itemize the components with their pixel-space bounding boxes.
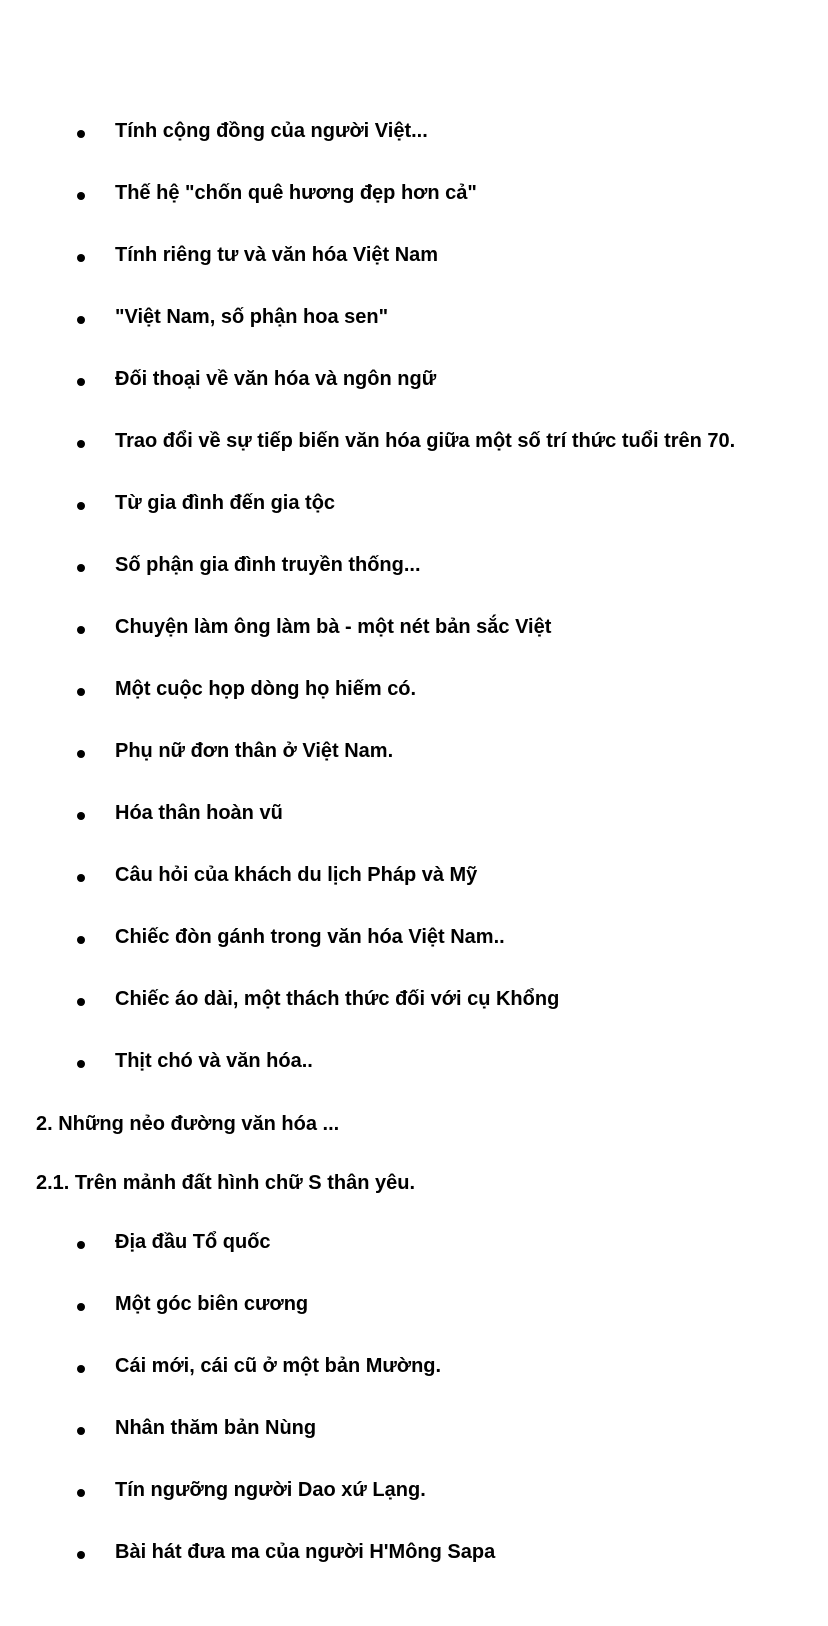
list-item-label: Thịt chó và văn hóa..	[115, 1050, 313, 1072]
subsection-heading: 2.1. Trên mảnh đất hình chữ S thân yêu.	[36, 1172, 415, 1194]
list-item-label: Phụ nữ đơn thân ở Việt Nam.	[115, 740, 394, 762]
list-item-label: Một góc biên cương	[115, 1293, 309, 1315]
list-item-label: Từ gia đình đến gia tộc	[115, 492, 336, 514]
bullet-icon	[77, 502, 85, 510]
list-item-label: "Việt Nam, số phận hoa sen"	[115, 306, 389, 328]
bullet-icon	[77, 1060, 85, 1068]
bullet-icon	[77, 998, 85, 1006]
bullet-icon	[77, 440, 85, 448]
list-item-label: Tính cộng đồng của người Việt...	[115, 120, 428, 142]
bullet-icon	[77, 130, 85, 138]
bullet-icon	[77, 1241, 85, 1249]
bullet-icon	[77, 378, 85, 386]
bullet-icon	[77, 874, 85, 882]
list-item-label: Thế hệ "chốn quê hương đẹp hơn cả"	[115, 182, 477, 204]
bullet-icon	[77, 1551, 85, 1559]
list-item-label: Trao đổi về sự tiếp biến văn hóa giữa một số trí thức tuổi trên 70.	[115, 430, 736, 452]
list-item-label: Cái mới, cái cũ ở một bản Mường.	[115, 1355, 442, 1377]
bullet-icon	[77, 1303, 85, 1311]
list-item-label: Đối thoại về văn hóa và ngôn ngữ	[115, 368, 437, 390]
list-item-label: Số phận gia đình truyền thống...	[115, 554, 421, 576]
list-item-label: Câu hỏi của khách du lịch Pháp và Mỹ	[115, 864, 478, 886]
list-item-label: Hóa thân hoàn vũ	[115, 802, 283, 824]
bullet-icon	[77, 192, 85, 200]
bullet-icon	[77, 812, 85, 820]
list-item-label: Chiếc đòn gánh trong văn hóa Việt Nam..	[115, 926, 505, 948]
bullet-icon	[77, 750, 85, 758]
list-item-label: Bài hát đưa ma của người H'Mông Sapa	[115, 1541, 496, 1563]
list-item-label: Tính riêng tư và văn hóa Việt Nam	[115, 244, 439, 266]
list-item-label: Một cuộc họp dòng họ hiếm có.	[115, 678, 417, 700]
list-item-label: Chuyện làm ông làm bà - một nét bản sắc Việt	[115, 616, 552, 638]
bullet-icon	[77, 564, 85, 572]
bullet-icon	[77, 316, 85, 324]
bullet-icon	[77, 1427, 85, 1435]
section-heading: 2. Những nẻo đường văn hóa ...	[36, 1113, 340, 1135]
bullet-icon	[77, 1489, 85, 1497]
list-item-label: Chiếc áo dài, một thách thức đối với cụ Khổng	[115, 988, 560, 1010]
bullet-icon	[77, 254, 85, 262]
list-item-label: Địa đầu Tổ quốc	[115, 1231, 271, 1253]
bullet-icon	[77, 688, 85, 696]
bullet-icon	[77, 626, 85, 634]
list-item-label: Tín ngưỡng người Dao xứ Lạng.	[115, 1479, 426, 1501]
bullet-icon	[77, 936, 85, 944]
list-item-label: Nhân thăm bản Nùng	[115, 1417, 317, 1439]
bullet-icon	[77, 1365, 85, 1373]
